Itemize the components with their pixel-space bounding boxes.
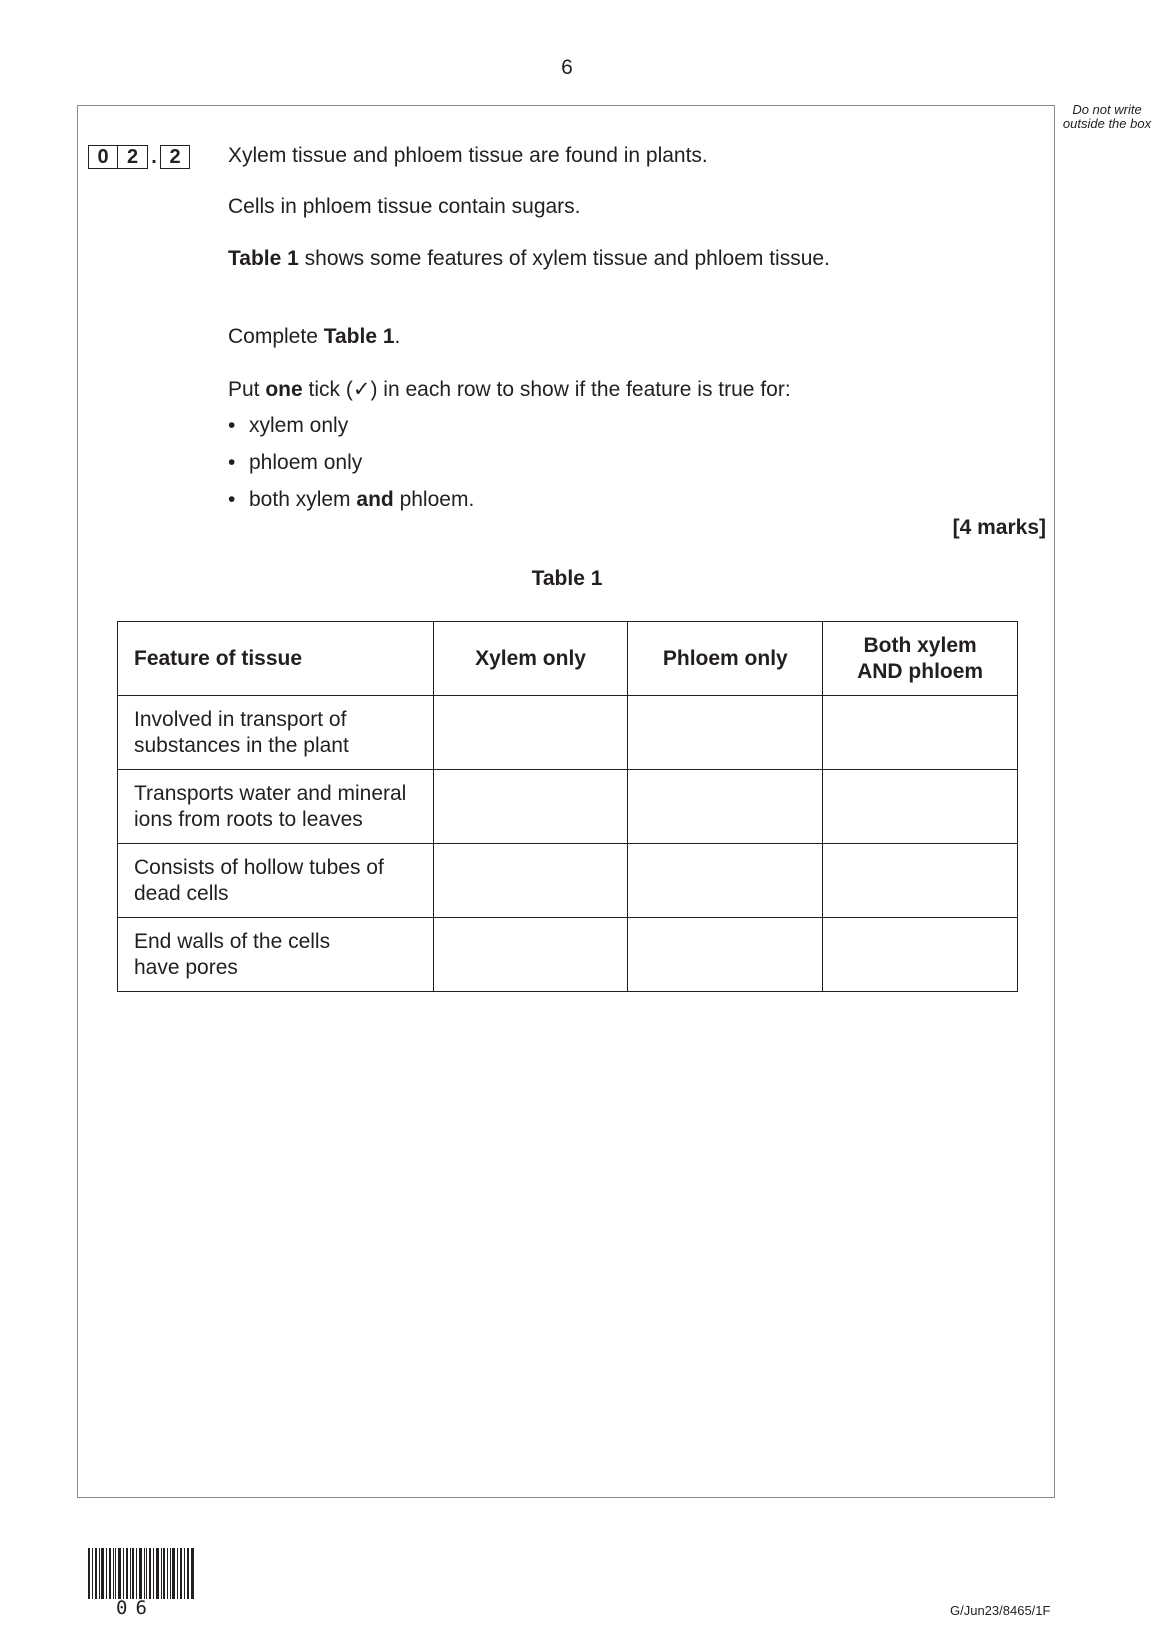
question-instruction-tick xyxy=(228,377,791,402)
table-ref-rest: shows some features of xylem tissue and phloem tissue. xyxy=(298,247,830,270)
table-header-row xyxy=(118,622,1018,696)
feature-cell xyxy=(118,696,434,770)
tick-cell-phloem[interactable] xyxy=(628,918,823,992)
feature-cell xyxy=(118,844,434,918)
question-intro: Xylem tissue and phloem tissue are found in plants. xyxy=(228,144,708,167)
feature-line1: Consists of hollow tubes of xyxy=(134,855,384,879)
table-row xyxy=(118,844,1018,918)
question-number-digit: 0 xyxy=(88,145,118,169)
question-table-reference xyxy=(228,247,830,271)
question-cells-statement: Cells in phloem tissue contain sugars. xyxy=(228,195,581,218)
header-both xyxy=(823,622,1018,696)
bullet-item xyxy=(228,488,474,512)
feature-cell xyxy=(118,918,434,992)
bullet-dot-icon: • xyxy=(228,488,236,511)
table-ref-bold: Table 1 xyxy=(228,247,299,270)
features-table xyxy=(117,621,1018,992)
header-feature: Feature of tissue xyxy=(118,622,434,696)
complete-prefix: Complete xyxy=(228,325,324,348)
feature-line1: End walls of the cells xyxy=(134,929,331,953)
tick-cell-xylem[interactable] xyxy=(433,696,628,770)
question-number xyxy=(88,145,190,169)
table-title: Table 1 xyxy=(531,567,603,590)
tick-cell-both[interactable] xyxy=(823,844,1018,918)
tick-cell-both[interactable] xyxy=(823,770,1018,844)
footer-paper-code: G/Jun23/8465/1F xyxy=(950,1603,1051,1618)
bullet-item xyxy=(228,414,348,438)
feature-line2: have pores xyxy=(134,955,238,979)
question-number-digit: 2 xyxy=(160,145,190,169)
tick-cell-phloem[interactable] xyxy=(628,770,823,844)
tick-cell-both[interactable] xyxy=(823,696,1018,770)
tick-cell-xylem[interactable] xyxy=(433,770,628,844)
feature-cell xyxy=(118,770,434,844)
barcode-number: 06 xyxy=(116,1597,155,1619)
bullet-item xyxy=(228,451,362,475)
bullet-text: xylem only xyxy=(249,414,349,437)
bullet-text-bold: and xyxy=(356,488,394,511)
feature-line2: ions from roots to leaves xyxy=(134,807,363,831)
bullet-text-prefix: both xylem xyxy=(249,488,357,511)
table-row xyxy=(118,918,1018,992)
header-phloem-only: Phloem only xyxy=(628,622,823,696)
margin-note: Do not write outside the box xyxy=(1062,102,1152,131)
feature-line2: substances in the plant xyxy=(134,733,349,757)
tick-cell-phloem[interactable] xyxy=(628,844,823,918)
tick-cell-xylem[interactable] xyxy=(433,844,628,918)
question-instruction-complete xyxy=(228,325,400,349)
barcode-icon xyxy=(88,1548,194,1599)
tick-cell-both[interactable] xyxy=(823,918,1018,992)
feature-line1: Transports water and mineral xyxy=(134,781,407,805)
tick-cell-phloem[interactable] xyxy=(628,696,823,770)
question-number-digit: 2 xyxy=(118,145,148,169)
page-number: 6 xyxy=(561,56,573,79)
bullet-dot-icon: • xyxy=(228,414,236,437)
table-row xyxy=(118,696,1018,770)
header-both-line2: AND phloem xyxy=(857,659,984,683)
feature-line2: dead cells xyxy=(134,881,229,905)
question-number-separator: . xyxy=(151,146,157,168)
table-row xyxy=(118,770,1018,844)
header-xylem-only: Xylem only xyxy=(433,622,628,696)
marks-label: [4 marks] xyxy=(952,516,1046,539)
bullet-text-suffix: phloem. xyxy=(393,488,475,511)
put-rest: tick (✓) in each row to show if the feature is true for: xyxy=(302,378,791,401)
header-both-line1: Both xylem xyxy=(863,633,977,657)
bullet-text: phloem only xyxy=(249,451,363,474)
put-bold: one xyxy=(265,378,303,401)
complete-bold: Table 1 xyxy=(323,325,395,348)
feature-line1: Involved in transport of xyxy=(134,707,347,731)
complete-suffix: . xyxy=(394,325,401,348)
bullet-dot-icon: • xyxy=(228,451,236,474)
put-prefix: Put xyxy=(228,378,266,401)
tick-cell-xylem[interactable] xyxy=(433,918,628,992)
